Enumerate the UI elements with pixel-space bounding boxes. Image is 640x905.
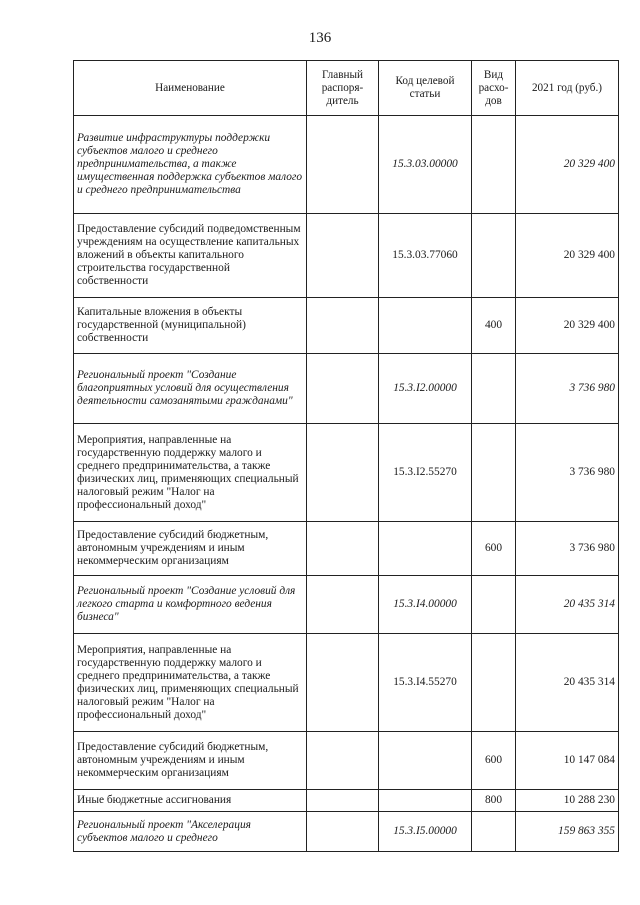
row-admin	[307, 214, 379, 298]
row-kind	[472, 116, 516, 214]
row-amount: 20 329 400	[516, 214, 619, 298]
row-amount: 20 329 400	[516, 116, 619, 214]
table-header-row	[74, 61, 619, 116]
table-row	[74, 298, 619, 354]
table-row	[74, 790, 619, 812]
table-row	[74, 576, 619, 634]
row-amount: 20 435 314	[516, 634, 619, 732]
row-amount: 20 329 400	[516, 298, 619, 354]
table-row	[74, 116, 619, 214]
row-admin	[307, 790, 379, 812]
row-admin	[307, 732, 379, 790]
row-code	[379, 298, 472, 354]
row-name: Капитальные вложения в объекты государственной (муниципальной) собственности	[74, 298, 307, 354]
row-admin	[307, 812, 379, 852]
row-admin	[307, 298, 379, 354]
row-kind	[472, 634, 516, 732]
row-kind: 800	[472, 790, 516, 812]
row-amount: 10 288 230	[516, 790, 619, 812]
table-row	[74, 424, 619, 522]
row-admin	[307, 576, 379, 634]
row-code	[379, 790, 472, 812]
row-name: Предоставление субсидий бюджетным, автономным учреждениям и иным некоммерческим организациям	[74, 732, 307, 790]
row-name: Развитие инфраструктуры поддержки субъектов малого и среднего предпринимательства, а также имущественная поддержка субъектов малого и среднего предпринимательства	[74, 116, 307, 214]
row-amount: 3 736 980	[516, 522, 619, 576]
budget-table	[73, 60, 619, 852]
row-name: Иные бюджетные ассигнования	[74, 790, 307, 812]
row-code	[379, 522, 472, 576]
row-name: Региональный проект "Создание условий для легкого старта и комфортного ведения бизнеса"	[74, 576, 307, 634]
row-kind: 600	[472, 522, 516, 576]
table-row	[74, 354, 619, 424]
row-name: Региональный проект "Создание благоприятных условий для осуществления деятельности самозанятыми гражданами"	[74, 354, 307, 424]
row-code	[379, 732, 472, 790]
row-amount: 20 435 314	[516, 576, 619, 634]
row-code: 15.3.I5.00000	[379, 812, 472, 852]
row-name: Мероприятия, направленные на государственную поддержку малого и среднего предпринимательства, а также физических лиц, применяющих специальный налоговый режим "Налог на профессиональный доход"	[74, 634, 307, 732]
row-name: Предоставление субсидий бюджетным, автономным учреждениям и иным некоммерческим организациям	[74, 522, 307, 576]
row-admin	[307, 354, 379, 424]
row-admin	[307, 116, 379, 214]
row-kind	[472, 576, 516, 634]
table-row	[74, 634, 619, 732]
table-row	[74, 732, 619, 790]
row-amount: 10 147 084	[516, 732, 619, 790]
table-row	[74, 522, 619, 576]
row-code: 15.3.I4.00000	[379, 576, 472, 634]
row-code: 15.3.03.77060	[379, 214, 472, 298]
row-code: 15.3.I4.55270	[379, 634, 472, 732]
row-amount: 3 736 980	[516, 424, 619, 522]
row-name: Предоставление субсидий подведомственным учреждениям на осуществление капитальных вложений в объекты капитального строительства государственной собственности	[74, 214, 307, 298]
table-row	[74, 214, 619, 298]
header-name: Наименование	[74, 61, 307, 116]
header-kind: Вид расхо-дов	[472, 61, 516, 116]
row-code: 15.3.I2.55270	[379, 424, 472, 522]
row-code: 15.3.I2.00000	[379, 354, 472, 424]
row-amount: 3 736 980	[516, 354, 619, 424]
header-admin: Главный распоря-дитель	[307, 61, 379, 116]
row-code: 15.3.03.00000	[379, 116, 472, 214]
row-amount: 159 863 355	[516, 812, 619, 852]
row-admin	[307, 424, 379, 522]
row-kind	[472, 354, 516, 424]
row-name: Региональный проект "Акселерация субъектов малого и среднего	[74, 812, 307, 852]
row-kind	[472, 424, 516, 522]
table-row	[74, 812, 619, 852]
header-year: 2021 год (руб.)	[516, 61, 619, 116]
page-number: 136	[308, 30, 332, 46]
row-kind: 400	[472, 298, 516, 354]
header-code: Код целевой статьи	[379, 61, 472, 116]
row-kind: 600	[472, 732, 516, 790]
row-kind	[472, 214, 516, 298]
row-kind	[472, 812, 516, 852]
row-name: Мероприятия, направленные на государственную поддержку малого и среднего предпринимательства, а также физических лиц, применяющих специальный налоговый режим "Налог на профессиональный доход"	[74, 424, 307, 522]
row-admin	[307, 522, 379, 576]
row-admin	[307, 634, 379, 732]
